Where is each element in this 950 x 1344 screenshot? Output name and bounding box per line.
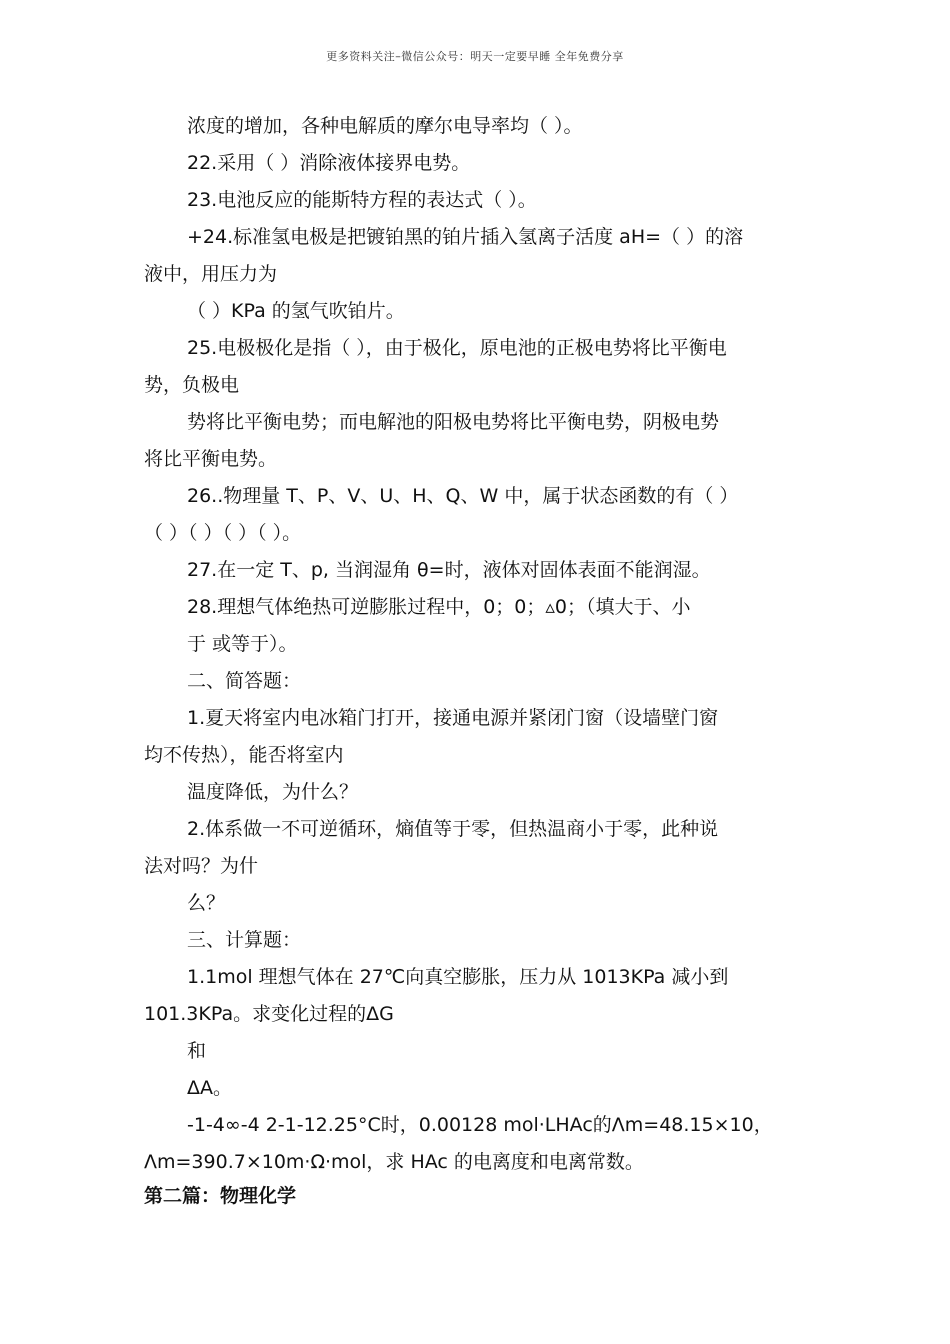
text-line: Λm=390.7×10m·Ω·mol，求 HAc 的电离度和电离常数。	[144, 1151, 644, 1173]
text-line: 浓度的增加，各种电解质的摩尔电导率均（ ）。	[187, 115, 583, 137]
part-title: 第二篇：物理化学	[144, 1185, 297, 1207]
text-line: ΔA。	[187, 1077, 232, 1099]
text-line: -1-4∞-4 2-1-12.25°C时，0.00128 mol·LHAc的Λm=48.15×10，	[187, 1114, 773, 1136]
text-line: 势，负极电	[144, 374, 240, 396]
text-line: 27.在一定 T、p, 当润湿角 θ=时，液体对固体表面不能润湿。	[187, 559, 711, 581]
page-header: 更多资料关注–微信公众号：明天一定要早睡 全年免费分享	[326, 50, 624, 63]
text-line: （ ）KPa 的氢气吹铂片。	[187, 300, 405, 322]
section-heading: 三、计算题：	[187, 929, 302, 951]
text-line: 均不传热），能否将室内	[144, 744, 344, 766]
text-line: 101.3KPa。求变化过程的ΔG	[144, 1003, 394, 1025]
text-line: 2.体系做一不可逆循环，熵值等于零，但热温商小于零，此种说	[187, 818, 719, 840]
text-line: 26..物理量 T、P、V、U、H、Q、W 中，属于状态函数的有（ ）	[187, 485, 739, 507]
text-line: （ ）（ ）（ ）（ ）。	[144, 522, 302, 544]
section-heading: 二、简答题：	[187, 670, 302, 692]
text-line: 温度降低，为什么？	[187, 781, 359, 803]
text-line: 23.电池反应的能斯特方程的表达式（ ）。	[187, 189, 537, 211]
text-line: 势将比平衡电势；而电解池的阳极电势将比平衡电势，阴极电势	[187, 411, 720, 433]
text-line: 于 或等于）。	[187, 633, 298, 655]
body-text	[144, 108, 824, 1181]
text-line: 28.理想气体绝热可逆膨胀过程中，0；0；▵0；（填大于、小	[187, 596, 691, 618]
text-line: 25.电极极化是指（ ），由于极化，原电池的正极电势将比平衡电	[187, 337, 727, 359]
text-line: 么？	[187, 892, 226, 914]
text-line: 法对吗？为什	[144, 855, 259, 877]
text-line: +24.标准氢电极是把镀铂黑的铂片插入氢离子活度 aH=（ ）的溶	[187, 226, 744, 248]
text-line: 22.采用（ ）消除液体接界电势。	[187, 152, 471, 174]
text-line: 和	[187, 1040, 207, 1062]
text-line: 液中，用压力为	[144, 263, 278, 285]
text-line: 将比平衡电势。	[144, 448, 278, 470]
text-line: 1.夏天将室内电冰箱门打开，接通电源并紧闭门窗（设墙壁门窗	[187, 707, 719, 729]
text-line: 1.1mol 理想气体在 27℃向真空膨胀，压力从 1013KPa 减小到	[187, 966, 729, 988]
